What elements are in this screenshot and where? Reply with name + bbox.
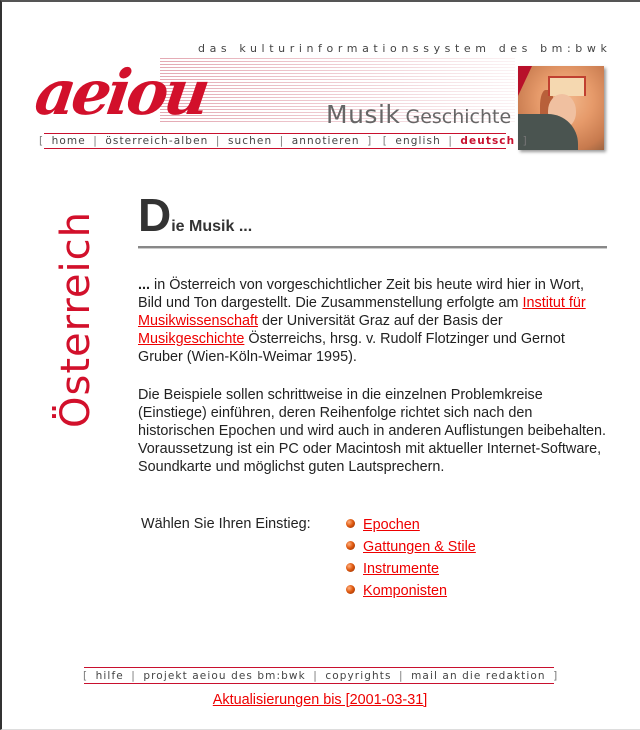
link-institut[interactable]: Institut für Musikwissenschaft — [138, 295, 586, 329]
choose-label: Wählen Sie Ihren Einstieg: — [141, 516, 311, 532]
nav-oesterreich-alben[interactable]: österreich-alben — [105, 135, 209, 147]
footer-copyrights[interactable]: copyrights — [325, 670, 392, 682]
footer-hilfe[interactable]: hilfe — [95, 670, 124, 682]
link-komponisten[interactable]: Komponisten — [363, 583, 447, 599]
nav-separator: | — [215, 135, 221, 147]
section-title — [326, 100, 511, 129]
lang-deutsch[interactable]: deutsch — [460, 135, 516, 147]
link-gattungen-stile[interactable]: Gattungen & Stile — [363, 539, 476, 555]
nav-separator: | — [93, 135, 98, 147]
footer-rule-bottom — [84, 683, 554, 684]
section-title-sub: Geschichte — [405, 106, 512, 128]
list-item — [346, 538, 476, 560]
intro-text-2: der Universität Graz auf der Basis der — [257, 313, 503, 329]
description-paragraph — [138, 386, 608, 476]
portrait-image — [518, 66, 604, 150]
link-instrumente[interactable]: Instrumente — [363, 561, 439, 577]
update-link[interactable]: Aktualisierungen bis [2001-03-31] — [212, 692, 428, 708]
crown-icon — [548, 76, 586, 96]
intro-paragraph — [138, 276, 608, 366]
list-item — [346, 516, 476, 538]
link-musikgeschichte[interactable]: Musikgeschichte — [138, 331, 245, 347]
top-nav — [36, 133, 531, 149]
bracket-close: ] — [367, 135, 373, 147]
intro-text-1: in Österreich von vorgeschichtlicher Zeit bis heute wird hier in Wort, Bild und Ton dargestellt. Die Zusammenstellung erfolgte am — [138, 277, 585, 311]
vertical-title: Österreich — [53, 211, 99, 428]
nav-annotieren[interactable]: annotieren — [291, 135, 360, 147]
page-title — [138, 189, 253, 241]
title-divider — [138, 246, 607, 249]
footer-mail[interactable]: mail an die redaktion — [411, 670, 546, 682]
nav-separator: | — [279, 135, 285, 147]
entry-list — [346, 516, 476, 604]
bracket-open: [ — [83, 670, 89, 682]
list-item — [346, 560, 476, 582]
nav-home[interactable]: home — [51, 135, 86, 147]
bullet-icon — [346, 541, 355, 550]
nav-separator: | — [399, 670, 404, 682]
nav-separator: | — [131, 670, 136, 682]
update-info — [0, 692, 640, 708]
nav-rule-bottom — [44, 148, 506, 149]
portrait-corner — [518, 66, 532, 96]
nav-separator: | — [448, 135, 453, 147]
aeiou-logo[interactable]: aeiou — [30, 56, 211, 129]
nav-separator: | — [313, 670, 318, 682]
lang-english[interactable]: english — [395, 135, 441, 147]
title-initial: D — [138, 189, 172, 241]
link-epochen[interactable]: Epochen — [363, 517, 420, 533]
list-item — [346, 582, 476, 604]
footer-nav — [80, 668, 561, 684]
bracket-open: [ — [382, 135, 388, 147]
bullet-icon — [346, 519, 355, 528]
description-line-1: Die Beispiele sollen schrittweise in die einzelnen Problemkreise (Einstiege) einführen, deren Reihenfolge richtet sich nach den historischen Epochen und wird auch in anderen Auflistungen beibehalten. — [138, 387, 607, 439]
section-title-main: Musik — [326, 100, 401, 129]
intro-lead: ... — [138, 277, 150, 293]
footer-projekt[interactable]: projekt aeiou des bm:bwk — [143, 670, 306, 682]
bracket-close: ] — [553, 670, 559, 682]
title-rest: ie Musik ... — [171, 218, 253, 235]
nav-suchen[interactable]: suchen — [227, 135, 273, 147]
intro-text-3: Österreichs, hrsg. v. Rudolf Flotzinger und Gernot Gruber (Wien-Köln-Weimar 1995). — [138, 331, 565, 365]
bracket-close: ] — [522, 135, 528, 147]
tagline: das kulturinformationssystem des bm:bwk — [198, 42, 612, 55]
bracket-open: [ — [39, 135, 45, 147]
description-line-2: Voraussetzung ist ein PC oder Macintosh mit aktueller Internet-Software, Soundkarte und möglichst guten Lautsprechern. — [138, 441, 602, 475]
bullet-icon — [346, 563, 355, 572]
bullet-icon — [346, 585, 355, 594]
